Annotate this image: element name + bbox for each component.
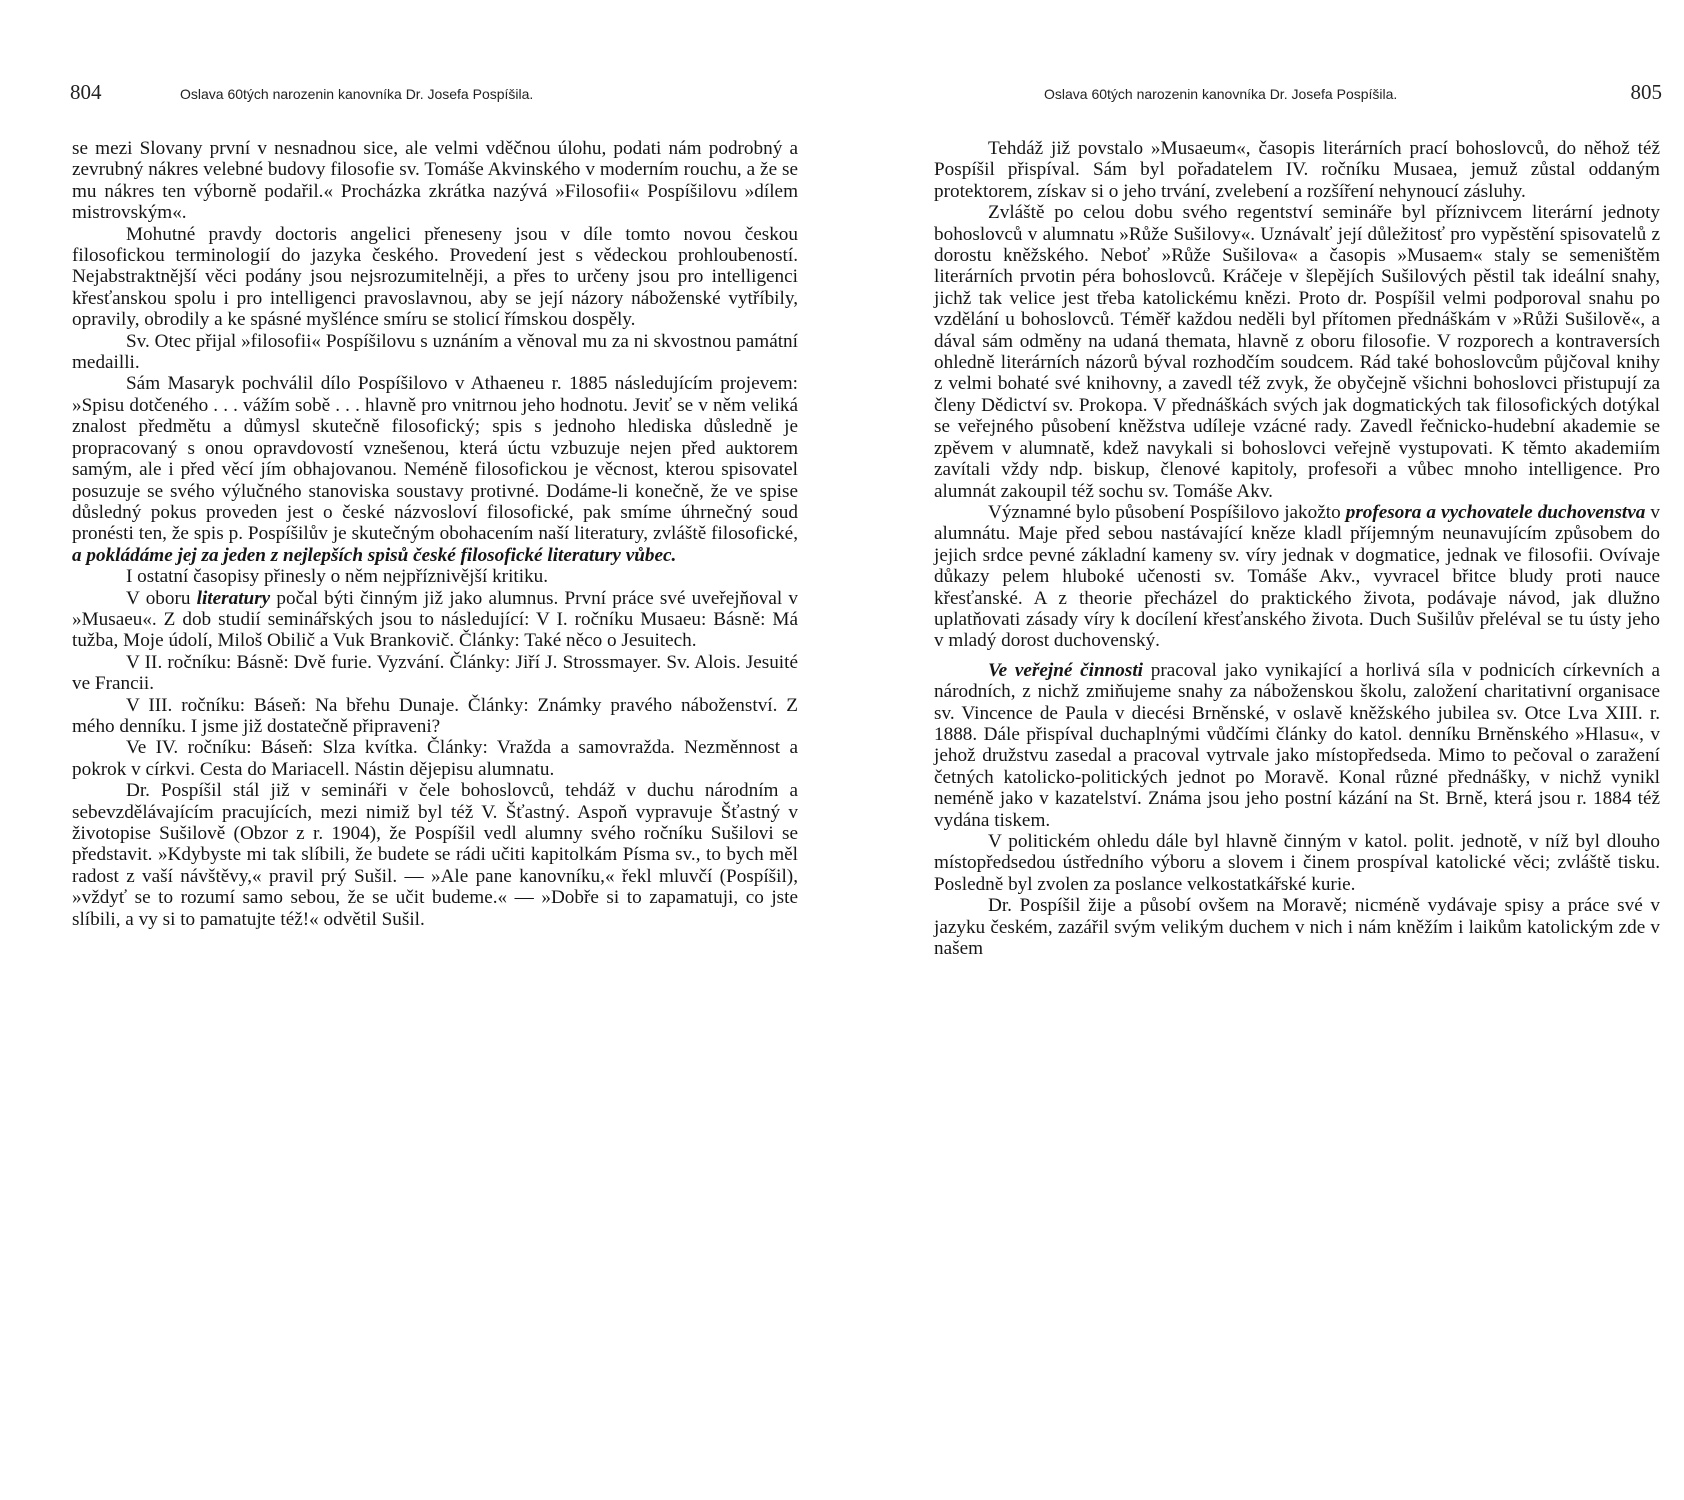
paragraph (72, 588, 798, 652)
right-page-body (934, 138, 1660, 959)
page-number: 804 (70, 80, 102, 104)
page-number: 805 (1630, 80, 1662, 104)
paragraph: Mohutné pravdy doctoris angelici přeneseny jsou v díle tomto novou českou filosofickou terminologií do jazyka českého. Provedení jest s vědeckou prohloubeností. Nejabstraktnější věci podány jsou nejsrozumitelněji, a přes to určeny jsou pro intelligenci křesťanskou spolu i pro intelligenci pravoslavnou, aby se její názory náboženské vytříbily, opravily, obrodily a ke spásné myšlénce smíru se stolicí římskou dospěly. (72, 223, 798, 331)
paragraph (72, 373, 798, 566)
paragraph: V II. ročníku: Básně: Dvě furie. Vyzvání. Články: Jiří J. Strossmayer. Sv. Alois. Jesuité ve Francii. (72, 651, 798, 695)
running-title: Oslava 60tých narozenin kanovníka Dr. Josefa Pospíšila. (1044, 86, 1398, 102)
paragraph-lead: V oboru (126, 587, 191, 609)
emphasis: profesora a vychovatele duchovenstva (1345, 501, 1646, 523)
paragraph: V politickém ohledu dále byl hlavně činným v katol. polit. jednotě, v níž byl dlouho místopředsedou ústředního výboru a slovem i činem prospíval katolické věci; zvláště tisku. Posledně byl zvolen za poslance velkostatkářské kurie. (934, 831, 1660, 895)
paragraph: Ve IV. ročníku: Báseň: Slza kvítka. Články: Vražda a samovražda. Nezměnnost a pokrok v církvi. Cesta do Mariacell. Nástin dějepisu alumnatu. (72, 737, 798, 780)
paragraph: Tehdáž již povstalo »Musaeum«, časopis literárních prací bohoslovců, do něhož též Pospíšil přispíval. Sám byl pořadatelem IV. ročníku Musaea, jemuž zůstal oddaným protektorem, získav si o jeho trvání, zvelebení a rozšíření nehynoucí zásluhy. (934, 138, 1660, 202)
left-page-header (70, 80, 810, 114)
emphasis: Ve veřejné činnosti (988, 659, 1144, 681)
left-page-body (72, 138, 798, 930)
paragraph-text: pracoval jako vynikající a horlivá síla v podnicích církevních a národních, z nichž zmiňujeme snahy za náboženskou školu, založení charitativní organisace sv. Vincence de Paula v diecési Brněnské, v oslavě kněžského jubilea sv. Otce Lva XIII. r. 1888. Dále přispíval duchaplnými vůdčími články do katol. denníku Brněnského »Hlasu«, v jehož družstvu zasedal a pracoval vytrvale jako místopředseda. Mimo to pečoval o zaražení četných katolicko-politických jednot po Moravě. Konal různé přednášky, v nichž vynikl neméně jako v kazatelství. Známa jsou jeho postní kázání na St. Brně, která jsou r. 1884 též vydána tiskem. (934, 659, 1661, 831)
paragraph (934, 660, 1660, 831)
paragraph (934, 502, 1660, 652)
paragraph: Zvláště po celou dobu svého regentství semináře byl příznivcem literární jednoty bohoslovců v alumnatu »Růže Sušilovy«. Uznávalť její důležitosť pro vypěstění spisovatelů z dorostu kněžského. Neboť »Růže Sušilova« a časopis »Musaem« staly se semeništěm literárních prvotin péra bohoslovců. Kráčeje v šlepějích Sušilových pěstil tak ideální snahy, jichž tak velice jest třeba katolickému knězi. Proto dr. Pospíšil velmi podporoval snahu po vzdělání u bohoslovců. Téměř každou neděli byl přítomen přednáškám v »Růži Sušilově«, a dával sám odměny na udaná themata, hlavně z oboru filosofie. V rozporech a kontraversích ohledně literárních názorů býval rozhodčím soudcem. Rád také bohoslovcům půjčoval knihy z velmi bohaté své knihovny, a zavedl též zvyk, že obyčejně všichni bohoslovci přistupují za členy Dědictví sv. Prokopa. V přednáškách svých jak dogmatických tak filosofických dotýkal se veřejného působení kněžstva udíleje vzácné rady. Zavedl řečnicko-hudební akademie se zpěvem v alumnatě, kdež navykali si bohoslovci veřejně vystupovati. K těmto akademiím zavítali vždy ndp. biskup, členové kapitoly, profesoři a vůbec mnoho intelligence. Pro alumnát zakoupil též sochu sv. Tomáše Akv. (934, 202, 1660, 502)
paragraph-text: Sám Masaryk pochválil dílo Pospíšilovo v Athaeneu r. 1885 následujícím projevem: »Spisu dotčeného . . . vážím sobě . . . hlavně pro vnitrnou jeho hodnotu. Jeviť se v něm veliká znalost předmětu a důmysl skutečně filosofický; spis s jednoho hlediska důsledně je propracovaný s onou opravdovostí vznešenou, která úctu vzbuzuje nejen před auktorem samým, ale i před věcí jím obhajovanou. Neméně filosofickou je věcnost, kterou spisovatel posuzuje se svého výlučného stanoviska soustavy protivné. Dodáme-li konečně, že ve spise důsledný pokus proveden jest o české názvosloví filosofické, pak smíme úhrnečný soud pronésti ten, že spis p. Pospíšilův je skutečným obohacením naší literatury, zvláště filosofické, (72, 373, 798, 545)
emphasis: literatury (196, 587, 271, 609)
paragraph: Sv. Otec přijal »filosofii« Pospíšilovu s uznáním a věnoval mu za ni skvostnou památní medailli. (72, 330, 798, 374)
paragraph: V III. ročníku: Báseň: Na břehu Dunaje. Články: Známky pravého náboženství. Z mého denníku. I jsme již dostatečně připraveni? (72, 694, 798, 737)
paragraph-text: počal býti činným již jako alumnus. První práce své uveřejňoval v »Musaeu«. Z dob studií seminářských jsou to následující: V I. ročníku Musaeu: Básně: Má tužba, Moje údolí, Miloš Obilič a Vuk Brankovič. Články: Také něco o Jesuitech. (72, 587, 799, 652)
right-page (842, 0, 1684, 1500)
paragraph-lead: Významné bylo působení Pospíšilovo jakožto (988, 501, 1341, 523)
paragraph-text: v alumnátu. Maje před sebou nastávající kněze kladl příjemným neunavujícím způsobem do jejich srdce pevné základní kameny sv. víry jednak v dogmatice, jednak ve filosofii. Ovívaje důkazy pelem hluboké učenosti sv. Tomáše Akv., vyvracel břitce bludy proti nauce křesťanské. A z theorie přecházel do praktického života, podávaje návod, jak dlužno uplatňovati zásady víry k docílení křesťanského života. Duch Sušilův přeléval se tu ústy jeho v mladý dorost duchovenský. (934, 501, 1660, 652)
paragraph: Dr. Pospíšil žije a působí ovšem na Moravě; nicméně vydávaje spisy a práce své v jazyku českém, zazářil svým velikým duchem v nich i nám kněžím i laikům katolickým zde v našem (934, 895, 1660, 960)
paragraph: se mezi Slovany první v nesnadnou sice, ale velmi vděčnou úlohu, podati nám podrobný a zevrubný nákres velebné budovy filosofie sv. Tomáše Akvinského v moderním rouchu, a že se mu nákres ten výborně podařil.« Procházka zkrátka nazývá »Filosofii« Pospíšilovu »dílem mistrovským«. (72, 138, 798, 224)
running-title: Oslava 60tých narozenin kanovníka Dr. Josefa Pospíšila. (180, 86, 534, 102)
paragraph: I ostatní časopisy přinesly o něm nejpříznivější kritiku. (126, 566, 549, 588)
right-page-header (922, 80, 1662, 114)
paragraph: Dr. Pospíšil stál již v semináři v čele bohoslovců, tehdáž v duchu národním a sebevzdělávajícím pracujících, mezi nimiž byl též V. Šťastný. Aspoň vypravuje Šťastný v životopise Sušilově (Obzor z r. 1904), že Pospíšil vedl alumny svého ročníku Sušilovi se představit. »Kdybyste mi tak slíbili, že budete se rádi učiti kapitolkám Písma sv., to bych měl radost z vaší návštěvy,« pravil prý Sušil. — »Ale pane kanovníku,« řekl mluvčí (Pospíšil), »vždyť se to rozumí samo sebou, že se učit budeme.« — »Dobře si to zapamatuji, co jste slíbili, a vy si to pamatujte též!« odvětil Sušil. (72, 780, 798, 930)
emphasis: a pokládáme jej za jeden z nejlepších spisů české filosofické literatury vůbec. (72, 544, 677, 566)
